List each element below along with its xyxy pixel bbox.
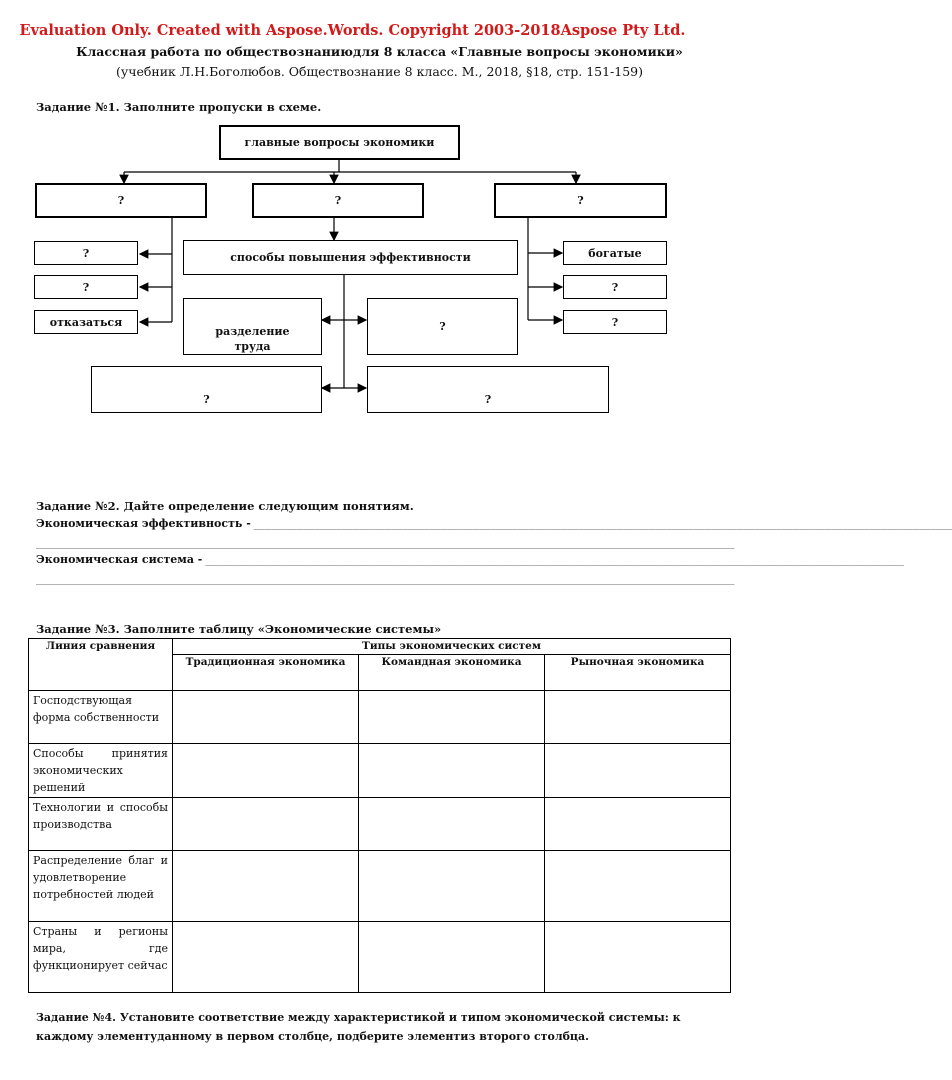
- definition-row-1-cont: [36, 536, 735, 549]
- row-label: Распределение благ и удовлетворение потребностей людей: [29, 851, 173, 922]
- table-row: [29, 851, 731, 922]
- definition-row-2: [36, 553, 904, 566]
- term-economic-system: Экономическая система -: [36, 553, 203, 566]
- answer-cell[interactable]: [359, 851, 545, 922]
- header-compare: Линия сравнения: [29, 639, 173, 691]
- division-text: разделение труда: [215, 325, 290, 353]
- answer-cell[interactable]: [173, 744, 359, 798]
- answer-line: _______________________________________________________________________________________________________________________________: [253, 517, 952, 530]
- answer-cell[interactable]: [545, 851, 731, 922]
- scheme-center-box: способы повышения эффективности: [183, 240, 518, 275]
- row-label: Способы принятия экономических решений: [29, 744, 173, 798]
- scheme-left-item: отказаться: [34, 310, 138, 334]
- answer-cell[interactable]: [173, 851, 359, 922]
- answer-cell[interactable]: [173, 922, 359, 993]
- answer-line: _______________________________________________________________________________________________________________________________: [205, 553, 904, 566]
- table-row: [29, 744, 731, 798]
- answer-cell[interactable]: [359, 798, 545, 851]
- answer-cell[interactable]: [359, 691, 545, 744]
- task1-heading: Задание №1. Заполните пропуски в схеме.: [36, 100, 322, 114]
- scheme-question-right: ?: [494, 183, 667, 218]
- task2-heading: Задание №2. Дайте определение следующим понятиям.: [36, 499, 414, 513]
- table-row: [29, 798, 731, 851]
- header-types: Типы экономических систем: [173, 639, 731, 655]
- scheme-bottom-left-box: ?: [91, 366, 322, 413]
- answer-line: _______________________________________________________________________________________________________________________________: [36, 536, 735, 549]
- scheme-right-item: богатые: [563, 241, 667, 265]
- definition-row-1: [36, 517, 952, 530]
- scheme-left-item: ?: [34, 275, 138, 299]
- page-title: Классная работа по обществознаниюдля 8 класса «Главные вопросы экономики»: [76, 44, 683, 59]
- scheme-left-item: ?: [34, 241, 138, 265]
- header-market: Рыночная экономика: [545, 655, 731, 691]
- answer-cell[interactable]: [359, 744, 545, 798]
- page-subtitle: (учебник Л.Н.Боголюбов. Обществознание 8 класс. М., 2018, §18, стр. 151-159): [115, 64, 644, 79]
- answer-cell[interactable]: [173, 798, 359, 851]
- task4-heading: Задание №4. Установите соответствие между характеристикой и типом экономической системы: к каждому элементуданному в первом столбце, подберите элементиз второго столбца.: [36, 1011, 681, 1043]
- row-label: Господствующая форма собственности: [29, 691, 173, 744]
- definition-row-2-cont: [36, 572, 735, 585]
- economic-systems-table: [28, 638, 731, 993]
- answer-cell[interactable]: [173, 691, 359, 744]
- header-traditional: Традиционная экономика: [173, 655, 359, 691]
- table-row: [29, 922, 731, 993]
- answer-cell[interactable]: [545, 744, 731, 798]
- answer-cell[interactable]: [545, 798, 731, 851]
- answer-cell[interactable]: [359, 922, 545, 993]
- term-economic-efficiency: Экономическая эффективность -: [36, 517, 251, 530]
- header-command: Командная экономика: [359, 655, 545, 691]
- scheme-mid-right-box: ?: [367, 298, 518, 355]
- scheme-bottom-right-box: ?: [367, 366, 609, 413]
- task3-heading: Задание №3. Заполните таблицу «Экономические системы»: [36, 622, 442, 636]
- answer-line: _______________________________________________________________________________________________________________________________: [36, 572, 735, 585]
- watermark: Evaluation Only. Created with Aspose.Words. Copyright 2003-2018Aspose Pty Ltd.: [19, 22, 686, 39]
- scheme-right-item: ?: [563, 275, 667, 299]
- answer-cell[interactable]: [545, 922, 731, 993]
- scheme-question-middle: ?: [252, 183, 424, 218]
- scheme-right-item: ?: [563, 310, 667, 334]
- scheme-top-box: главные вопросы экономики: [219, 125, 460, 160]
- answer-cell[interactable]: [545, 691, 731, 744]
- scheme-division-box: [183, 298, 322, 355]
- scheme-question-left: ?: [35, 183, 207, 218]
- table-row: [29, 691, 731, 744]
- row-label: Технологии и способы производства: [29, 798, 173, 851]
- row-label: Страны и регионы мира, где функционирует сейчас: [29, 922, 173, 993]
